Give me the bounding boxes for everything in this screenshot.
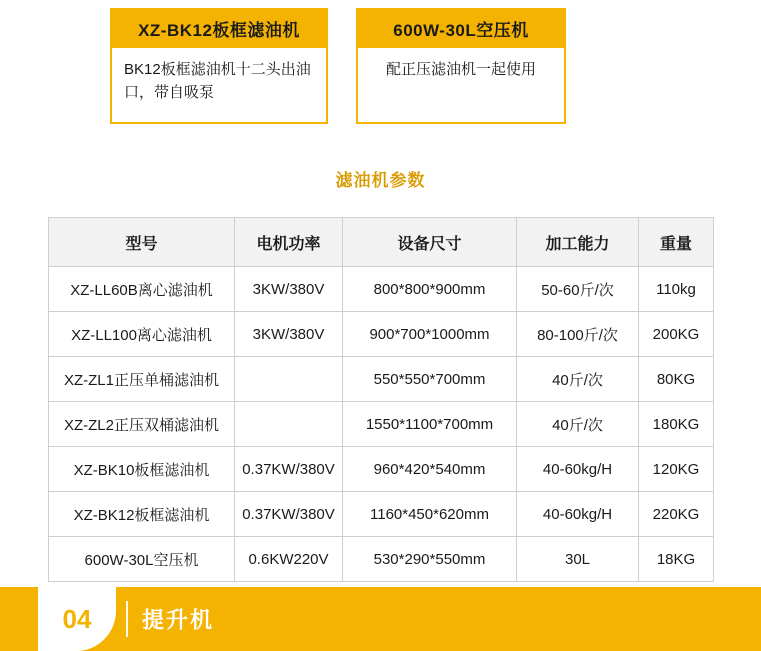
cell-weight: 120KG [639, 447, 714, 492]
column-header-power: 电机功率 [235, 218, 343, 267]
column-header-weight: 重量 [639, 218, 714, 267]
cell-power [235, 402, 343, 447]
product-card-compressor [356, 8, 566, 124]
cell-capacity: 40斤/次 [517, 357, 639, 402]
cell-size: 550*550*700mm [343, 357, 517, 402]
cell-size: 900*700*1000mm [343, 312, 517, 357]
cell-model: XZ-LL60B离心滤油机 [49, 267, 235, 312]
section-heading: 滤油机参数 [335, 171, 426, 190]
cell-weight: 220KG [639, 492, 714, 537]
table-row [49, 447, 714, 492]
cell-capacity: 80-100斤/次 [517, 312, 639, 357]
spec-table [48, 217, 714, 582]
cell-capacity: 30L [517, 537, 639, 582]
product-card-bk12 [110, 8, 328, 124]
cell-capacity: 40斤/次 [517, 402, 639, 447]
cell-model: XZ-ZL1正压单桶滤油机 [49, 357, 235, 402]
cell-weight: 110kg [639, 267, 714, 312]
cell-power: 3KW/380V [235, 267, 343, 312]
cell-weight: 18KG [639, 537, 714, 582]
cell-capacity: 40-60kg/H [517, 492, 639, 537]
cell-weight: 200KG [639, 312, 714, 357]
section-title: 提升机 [142, 607, 215, 633]
cell-model: XZ-BK12板框滤油机 [49, 492, 235, 537]
column-header-model: 型号 [49, 218, 235, 267]
product-cards [0, 0, 761, 124]
cell-power: 0.6KW220V [235, 537, 343, 582]
cell-capacity: 50-60斤/次 [517, 267, 639, 312]
table-row [49, 357, 714, 402]
table-row [49, 537, 714, 582]
cell-size: 530*290*550mm [343, 537, 517, 582]
section-number: 04 [62, 603, 92, 634]
cell-size: 1550*1100*700mm [343, 402, 517, 447]
cell-power: 0.37KW/380V [235, 492, 343, 537]
cell-model: XZ-LL100离心滤油机 [49, 312, 235, 357]
table-row [49, 492, 714, 537]
cell-size: 800*800*900mm [343, 267, 517, 312]
product-card-bk12-body: BK12板框滤油机十二头出油口，带自吸泵 [124, 61, 311, 102]
cell-power [235, 357, 343, 402]
table-row [49, 402, 714, 447]
cell-weight: 80KG [639, 357, 714, 402]
cell-power: 0.37KW/380V [235, 447, 343, 492]
cell-capacity: 40-60kg/H [517, 447, 639, 492]
column-header-size: 设备尺寸 [343, 218, 517, 267]
cell-model: 600W-30L空压机 [49, 537, 235, 582]
cell-weight: 180KG [639, 402, 714, 447]
spec-table-wrapper [48, 217, 713, 582]
section-number-badge [38, 587, 116, 651]
cell-power: 3KW/380V [235, 312, 343, 357]
table-row [49, 267, 714, 312]
table-row [49, 312, 714, 357]
product-card-compressor-title: 600W-30L空压机 [358, 10, 564, 48]
cell-model: XZ-BK10板框滤油机 [49, 447, 235, 492]
product-card-bk12-title: XZ-BK12板框滤油机 [112, 10, 326, 48]
section-banner [0, 587, 761, 651]
table-header-row [49, 218, 714, 267]
cell-size: 960*420*540mm [343, 447, 517, 492]
column-header-capacity: 加工能力 [517, 218, 639, 267]
cell-size: 1160*450*620mm [343, 492, 517, 537]
cell-model: XZ-ZL2正压双桶滤油机 [49, 402, 235, 447]
product-card-compressor-body: 配正压滤油机一起使用 [385, 61, 536, 78]
banner-divider [126, 601, 128, 637]
